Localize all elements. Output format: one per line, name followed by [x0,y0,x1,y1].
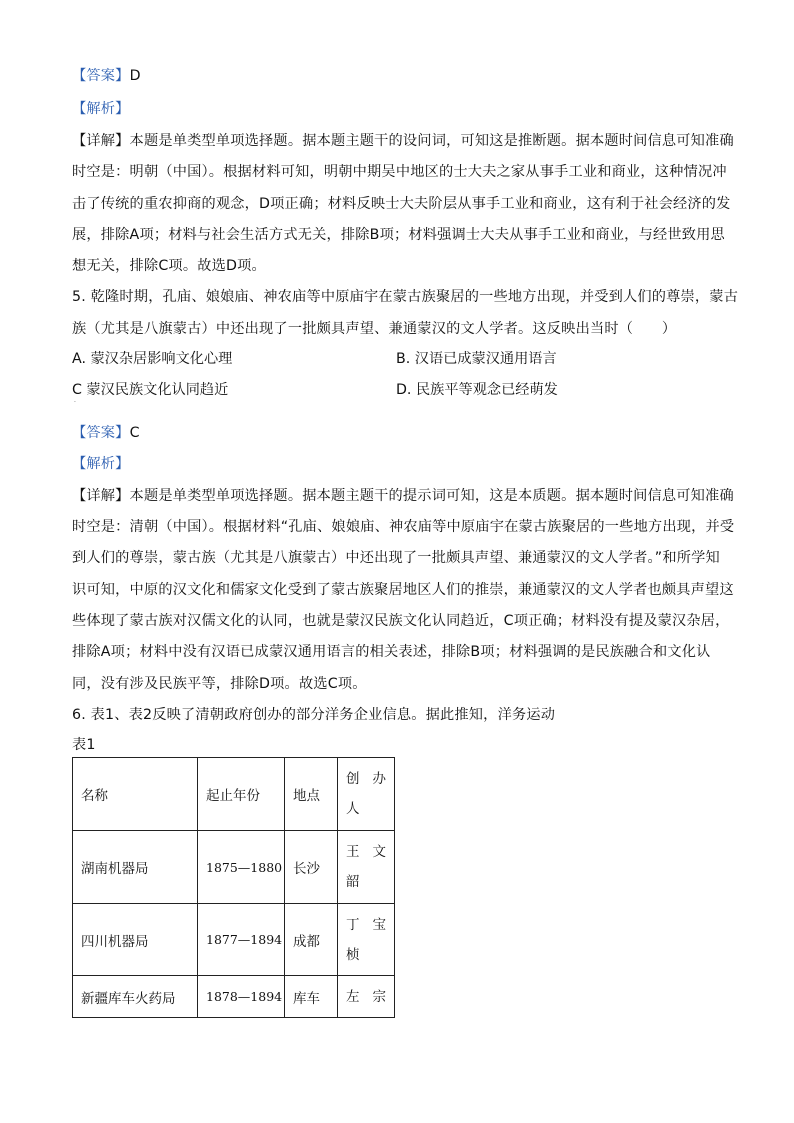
cell-location: 长沙 [285,831,338,904]
detail-5-line-1: 【详解】本题是单类型单项选择题。据本题主题干的提示词可知，这是本质题。据本题时间信息可知准确 [72,488,734,504]
header-founder [338,758,395,831]
cell-location: 成都 [285,904,338,976]
detail-4-line-4: 展，排除A项；材料与社会生活方式无关，排除B项；材料强调士大夫从事手工业和商业，与经世致用思 [72,227,725,243]
analysis-label: 【解析】 [72,101,130,117]
analysis-5-label [72,454,130,474]
option-b: B. 汉语已成蒙汉通用语言 [396,351,557,367]
enterprise-table [72,757,395,1018]
answer-5 [72,423,140,443]
cell-founder [338,831,395,904]
detail-5-line-2: 时空是：清朝（中国）。根据材料“孔庙、娘娘庙、神农庙等中原庙宇在蒙古族聚居的一些地方出现，并受 [72,519,735,535]
analysis-label: 【解析】 [72,456,130,472]
founder-char-2: 宗 [372,988,386,1005]
detail-5-line-3: 到人们的尊崇，蒙古族（尤其是八旗蒙古）中还出现了一批颇具声望、兼通蒙汉的文人学者。”和所学知 [72,550,720,566]
analysis-4-label [72,99,130,119]
answer-value: C [129,425,140,441]
cell-years: 1878—1894 [198,976,285,1018]
table-row [73,976,395,1018]
founder-char-1: 王 [346,844,360,860]
cell-founder [338,976,395,1018]
founder-char-2: 文 [372,844,386,860]
cell-founder [338,904,395,976]
table-header-row [73,758,395,831]
header-founder-b: 办 [372,771,386,787]
cell-years: 1877—1894 [198,904,285,976]
detail-4-line-3: 击了传统的重农抑商的观念，D项正确；材料反映士大夫阶层从事手工业和商业，这有利于社会经济的发 [72,196,731,212]
founder-char-2: 宝 [372,916,386,933]
answer-4 [72,66,141,86]
founder-char-1: 左 [346,988,360,1005]
question-6-line-1: 6. 表1、表2反映了清朝政府创办的部分洋务企业信息。据此推知，洋务运动 [72,707,556,723]
stray-mark: . [74,397,76,404]
cell-location: 库车 [285,976,338,1018]
detail-5-line-6: 排除A项；材料中没有汉语已成蒙汉通用语言的相关表述，排除B项；材料强调的是民族融合和文化认 [72,644,711,660]
answer-value: D [129,68,141,84]
question-5-line-1: 5. 乾隆时期，孔庙、娘娘庙、神农庙等中原庙宇在蒙古族聚居的一些地方出现，并受到人们的尊崇，蒙古 [72,289,739,305]
header-founder-a: 创 [346,771,360,787]
detail-4-line-2: 时空是：明朝（中国）。根据材料可知，明朝中期吴中地区的士大夫之家从事手工业和商业，这种情况冲 [72,164,727,180]
header-location: 地点 [285,758,338,831]
question-5-line-2: 族（尤其是八旗蒙古）中还出现了一批颇具声望、兼通蒙汉的文人学者。这反映出当时（ ） [72,321,677,337]
detail-5-line-7: 同，没有涉及民族平等，排除D项。故选C项。 [72,676,367,692]
detail-5-line-4: 识可知，中原的汉文化和儒家文化受到了蒙古族聚居地区人们的推崇，兼通蒙汉的文人学者也颇具声望这 [72,582,734,598]
header-name: 名称 [73,758,198,831]
detail-4-line-5: 想无关，排除C项。故选D项。 [72,258,266,274]
detail-4-line-1: 【详解】本题是单类型单项选择题。据本题主题干的设问词，可知这是推断题。据本题时间信息可知准确 [72,133,734,149]
table-row [73,904,395,976]
cell-name: 四川机器局 [73,904,198,976]
table-caption: 表1 [72,737,96,753]
header-founder-c: 人 [346,801,360,817]
answer-label: 【答案】 [72,425,130,441]
cell-name: 新疆库车火药局 [73,976,198,1018]
cell-name: 湖南机器局 [73,831,198,904]
option-d: D. 民族平等观念已经萌发 [396,382,558,398]
table-row [73,831,395,904]
option-a: A. 蒙汉杂居影响文化心理 [72,351,233,367]
founder-char-3: 韶 [346,874,360,890]
header-years: 起止年份 [198,758,285,831]
detail-5-line-5: 些体现了蒙古族对汉儒文化的认同，也就是蒙汉民族文化认同趋近，C项正确；材料没有提及蒙汉杂居， [72,613,730,629]
option-c: C 蒙汉民族文化认同趋近 [72,382,229,398]
answer-label: 【答案】 [72,68,130,84]
founder-char-1: 丁 [346,916,360,933]
cell-years: 1875—1880 [198,831,285,904]
founder-char-3: 桢 [346,946,360,963]
